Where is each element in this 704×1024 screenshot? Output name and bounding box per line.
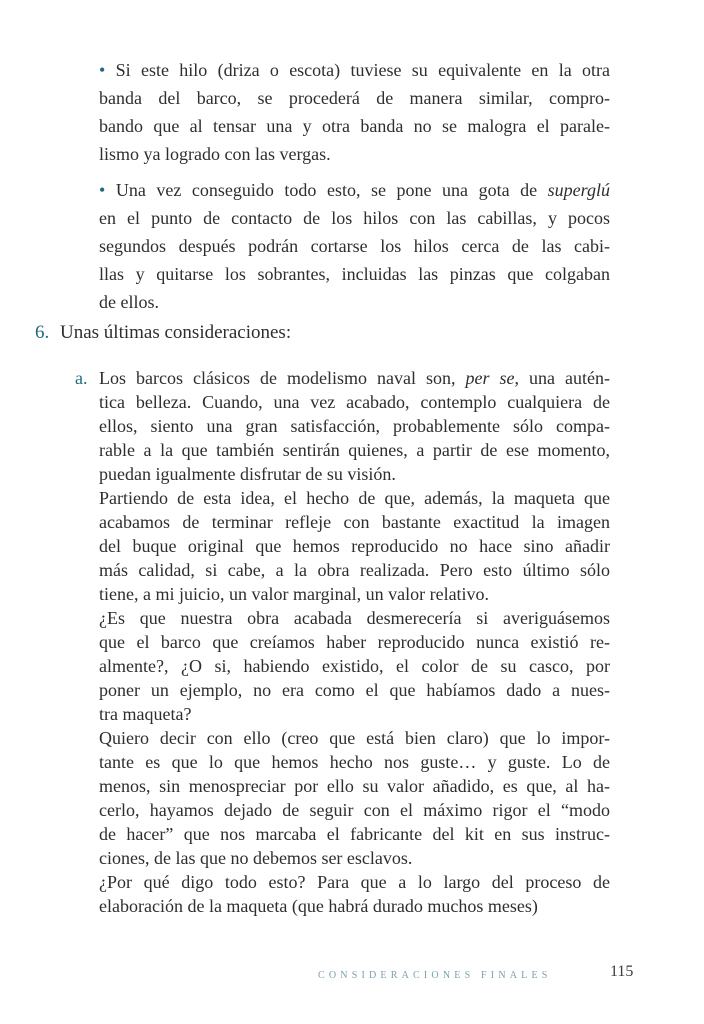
text-line: • Una vez conseguido todo esto, se pone una gota de superglú — [99, 180, 610, 200]
section-heading — [35, 319, 291, 347]
text-line: poner un ejemplo, no era como el que habíamos dado a nues- — [99, 680, 610, 700]
text-line: llas y quitarse los sobrantes, incluidas las pinzas que colgaban — [99, 264, 610, 284]
text-line: ¿Por qué digo todo esto? Para que a lo largo del proceso de — [99, 872, 610, 892]
footer-running-head: CONSIDERACIONES FINALES — [318, 970, 552, 981]
text-line: lismo ya logrado con las vergas. — [99, 144, 331, 164]
item-a-paragraph-4 — [99, 726, 610, 870]
list-item-a-text — [99, 366, 610, 918]
text-line: de hacer” que nos marcaba el fabricante del kit en sus instruc- — [99, 824, 610, 844]
item-a-paragraph-3 — [99, 606, 610, 726]
text-line: que el barco que creíamos haber reproducido nunca existió re- — [99, 632, 610, 652]
text-line: cerlo, hayamos dejado de seguir con el máximo rigor el “modo — [99, 800, 610, 820]
item-a-paragraph-5 — [99, 870, 610, 918]
section-number: 6. — [35, 322, 50, 343]
text-line: tra maqueta? — [99, 704, 192, 724]
bullet-icon: • — [99, 180, 106, 200]
text-line: en el punto de contacto de los hilos con las cabillas, y pocos — [99, 208, 610, 228]
bullet-paragraph-2 — [99, 176, 610, 316]
text-line: tiene, a mi juicio, un valor marginal, un valor relativo. — [99, 584, 490, 604]
text-line: menos, sin menospreciar por ello su valor añadido, es que, al ha- — [99, 776, 610, 796]
text-line: de ellos. — [99, 292, 159, 312]
text-line: Los barcos clásicos de modelismo naval son, per se, una autén- — [99, 368, 610, 388]
bullet-icon: • — [99, 60, 106, 80]
bullet-paragraph-1 — [99, 56, 610, 168]
text-line: rable a la que también sentirán quienes, a partir de ese momento, — [99, 440, 610, 460]
text-line: ellos, siento una gran satisfacción, probablemente sólo compa- — [99, 416, 610, 436]
text-line: segundos después podrán cortarse los hilos cerca de las cabi- — [99, 236, 610, 256]
text-line: • Si este hilo (driza o escota) tuviese su equivalente en la otra — [99, 60, 610, 80]
text-line: del buque original que hemos reproducido no hace sino añadir — [99, 536, 610, 556]
text-line: elaboración de la maqueta (que habrá durado muchos meses) — [99, 896, 538, 916]
item-a-paragraph-1 — [99, 366, 610, 486]
text-line: Partiendo de esta idea, el hecho de que, además, la maqueta que — [99, 488, 610, 508]
text-line: acabamos de terminar refleje con bastante exactitud la imagen — [99, 512, 610, 532]
text-line: ¿Es que nuestra obra acabada desmerecería si averiguásemos — [99, 608, 610, 628]
section-title: Unas últimas consideraciones: — [60, 322, 292, 343]
text-line: más calidad, si cabe, a la obra realizada. Pero esto último sólo — [99, 560, 610, 580]
footer-page-number: 115 — [610, 963, 634, 980]
text-line: almente?, ¿O si, habiendo existido, el color de su casco, por — [99, 656, 610, 676]
text-line: ciones, de las que no debemos ser esclavos. — [99, 848, 413, 868]
item-a-paragraph-2 — [99, 486, 610, 606]
text-line: tante es que lo que hemos hecho nos guste… y guste. Lo de — [99, 752, 610, 772]
list-item-a-marker: a. — [75, 368, 88, 388]
text-line: tica belleza. Cuando, una vez acabado, contemplo cualquiera de — [99, 392, 610, 412]
text-line: banda del barco, se procederá de manera similar, compro- — [99, 88, 610, 108]
text-line: bando que al tensar una y otra banda no se malogra el parale- — [99, 116, 610, 136]
text-line: puedan igualmente disfrutar de su visión. — [99, 464, 396, 484]
text-line: Quiero decir con ello (creo que está bien claro) que lo impor- — [99, 728, 610, 748]
